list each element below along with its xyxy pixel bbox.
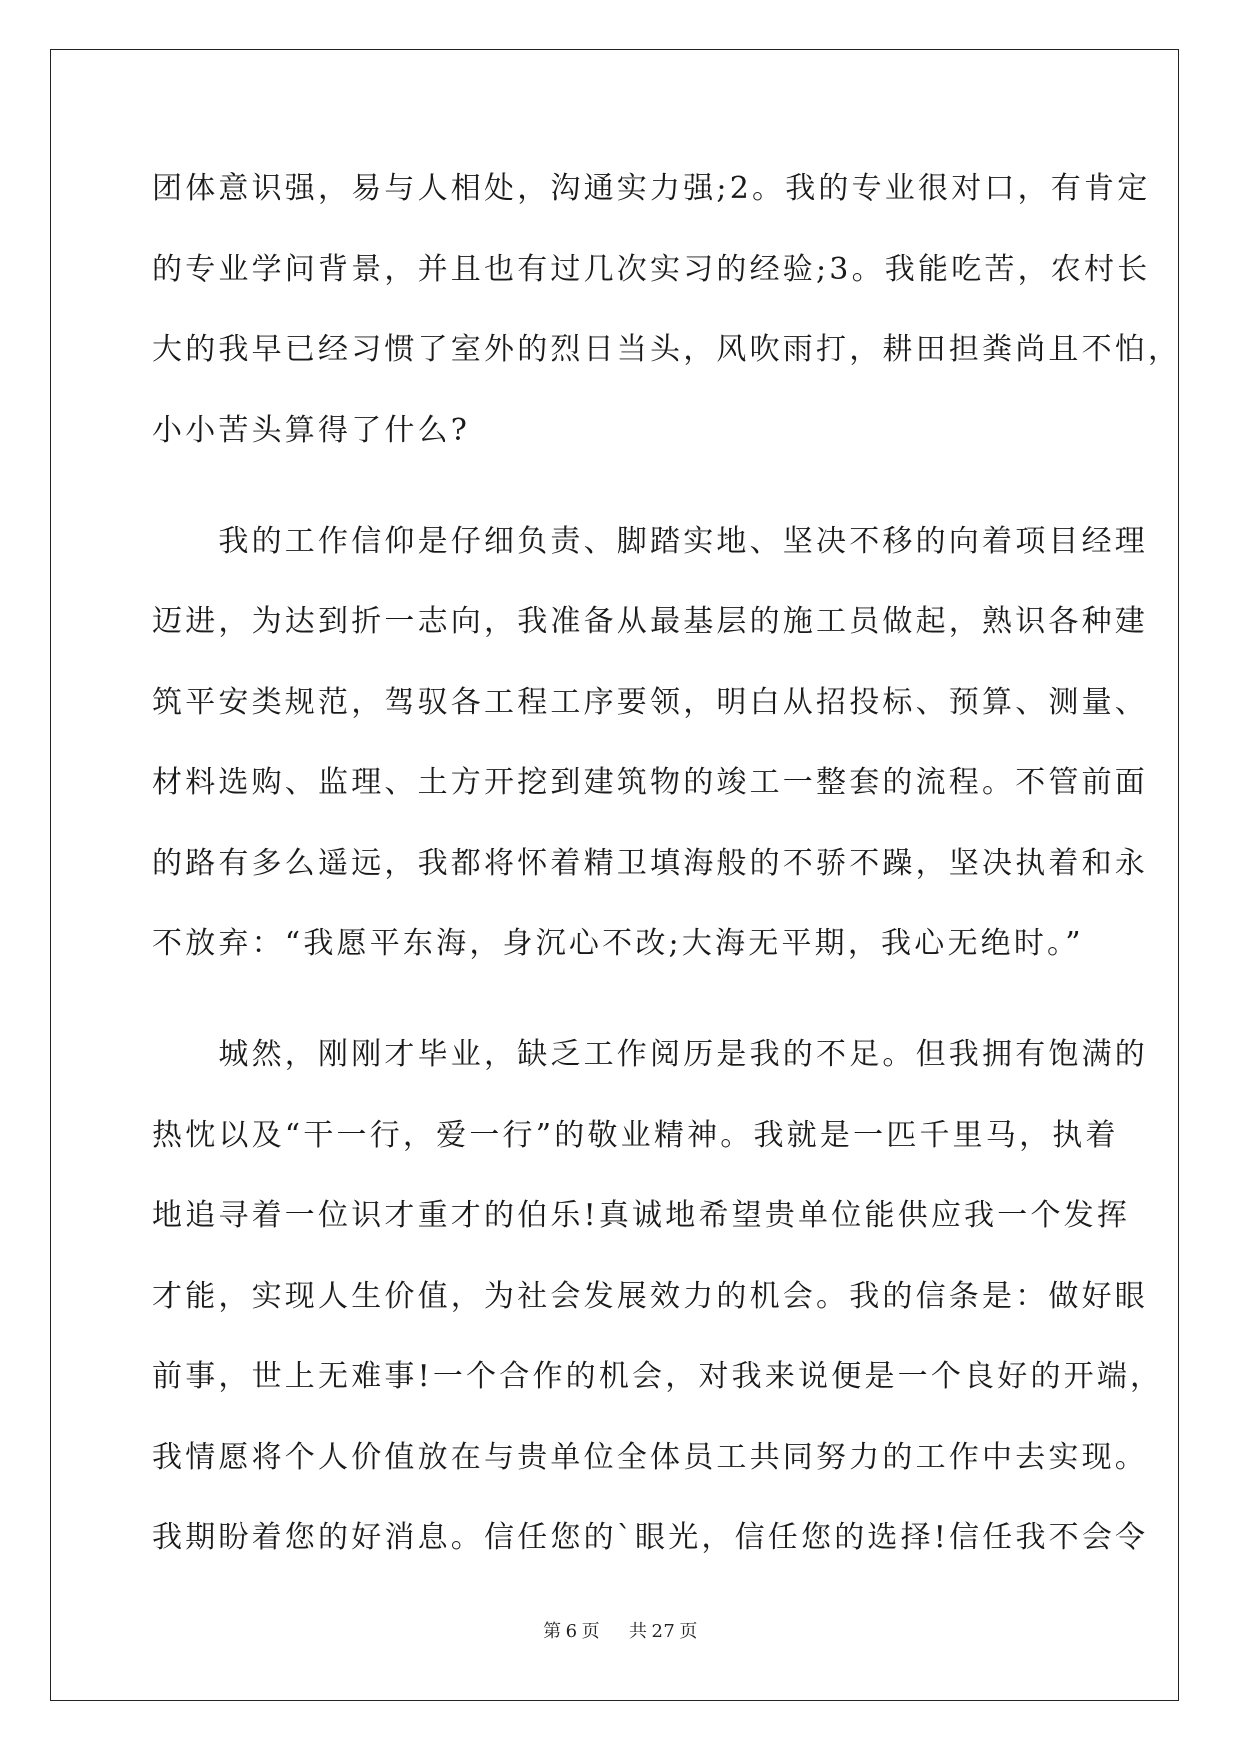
text-line: 的路有多么遥远，我都将怀着精卫填海般的不骄不躁，坚决执着和永 — [152, 845, 1148, 881]
text-line: 地追寻着一位识才重才的伯乐!真诚地希望贵单位能供应我一个发挥 — [152, 1198, 1131, 1233]
total-label-suffix: 页 — [679, 1621, 698, 1642]
text-line: 筑平安类规范，驾驭各工程工序要领，明白从招投标、预算、测量、 — [152, 684, 1148, 720]
text-line: 的专业学问背景，并且也有过几次实习的经验;3。我能吃苦，农村长 — [152, 251, 1151, 287]
text-line: 不放弃：“我愿平东海，身沉心不改;大海无平期，我心无绝时。” — [152, 926, 1084, 961]
page-footer — [0, 1617, 1241, 1643]
document-body — [152, 165, 1182, 1595]
text-line: 小小苦头算得了什么? — [152, 412, 471, 448]
text-line: 前事，世上无难事!一个合作的机会，对我来说便是一个良好的开端， — [152, 1359, 1164, 1394]
text-line: 我的工作信仰是仔细负责、脚踏实地、坚决不移的向着项目经理 — [152, 523, 1148, 559]
total-label-prefix: 共 — [628, 1621, 648, 1642]
page-number: 6 — [565, 1621, 578, 1642]
page-label-prefix: 第 — [543, 1621, 562, 1642]
total-pages: 27 — [651, 1621, 676, 1642]
text-line: 才能，实现人生价值，为社会发展效力的机会。我的信条是：做好眼 — [152, 1278, 1148, 1314]
text-line: 材料选购、监理、土方开挖到建筑物的竣工一整套的流程。不管前面 — [152, 765, 1148, 800]
text-line: 大的我早已经习惯了室外的烈日当头，风吹雨打，耕田担粪尚且不怕， — [152, 332, 1182, 367]
text-line: 我期盼着您的好消息。信任您的`眼光，信任您的选择!信任我不会令 — [152, 1520, 1149, 1555]
text-line: 我情愿将个人价值放在与贵单位全体员工共同努力的工作中去实现。 — [152, 1439, 1148, 1475]
text-line: 热忱以及“干一行，爱一行”的敬业精神。我就是一匹千里马，执着 — [152, 1117, 1119, 1153]
text-line: 城然，刚刚才毕业，缺乏工作阅历是我的不足。但我拥有饱满的 — [152, 1037, 1148, 1072]
page-label-suffix: 页 — [581, 1621, 601, 1642]
text-line: 迈进，为达到折一志向，我准备从最基层的施工员做起，熟识各种建 — [152, 604, 1148, 639]
text-line: 团体意识强，易与人相处，沟通实力强;2。我的专业很对口，有肯定 — [152, 171, 1151, 206]
